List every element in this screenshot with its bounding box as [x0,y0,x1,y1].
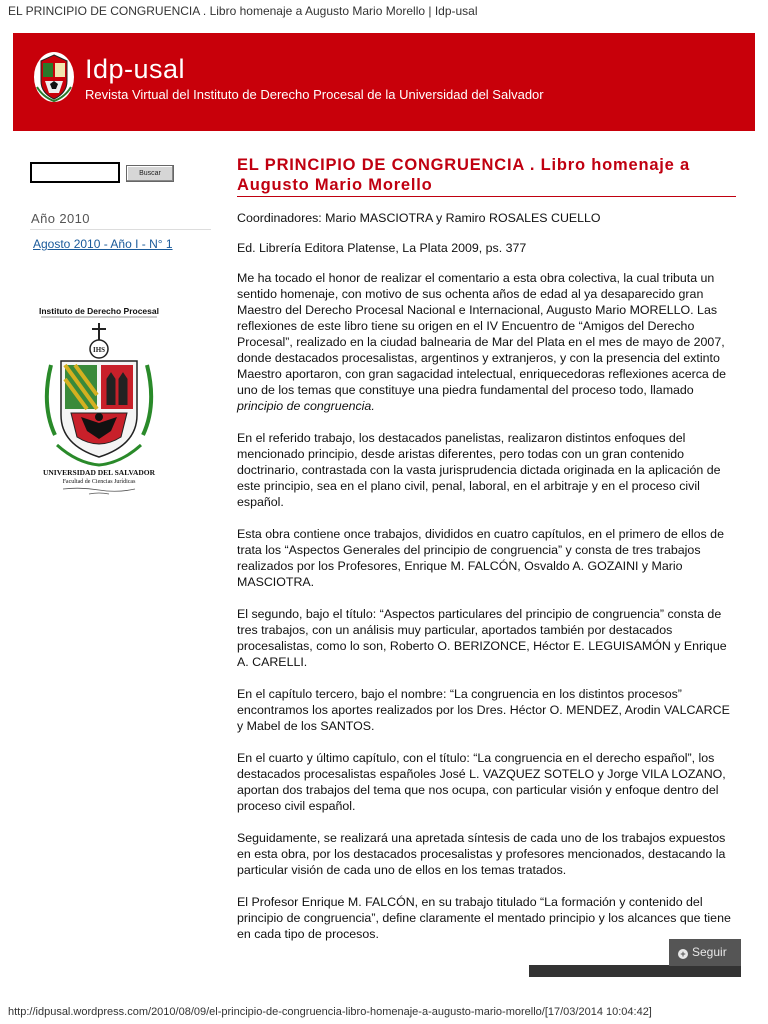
article-paragraph-text: Me ha tocado el honor de realizar el comentario a esta obra colectiva, la cual tributa un sentido homenaje, con motivo de sus ochenta años de edad al ya desaparecido gran Maestro del Derecho Procesal Nacional e Internacional, Augusto Mario MORELLO. Las reflexiones de este libro tiene su origen en el IV Encuentro de “Amigos del Derecho Procesal”, realizado en la ciudad balnearia de Mar del Plata en el mes de mayo de 2007, donde destacados procesalistas, argentinos y extranjeros, y con la presencia del extinto Maestro aportaron, con gran sagacidad intelectual, enriquecedoras reflexiones acerca de uno de los temas que constituye una piedra fundamental del proceso todo, llamado [237,271,727,397]
article-body [237,210,734,958]
archive-divider [30,229,211,230]
plus-icon: + [678,949,688,959]
article-paragraph: El Profesor Enrique M. FALCÓN, en su trabajo titulado “La formación y contenido del principio de congruencia”, define claramente el mentado principio y los alcances que tiene en cada tipo de procesos. [237,895,731,941]
search-input[interactable] [30,162,120,183]
article-paragraph: Coordinadores: Mario MASCIOTRA y Ramiro ROSALES CUELLO [237,211,601,225]
article-paragraph: Esta obra contiene once trabajos, divididos en cuatro capítulos, en el primero de ellos de trata los “Aspectos Generales del principio de congruencia” y consta de tres trabajos realizados por los Profesores, Enrique M. FALCÓN, Osvaldo A. GOZAINI y Mario MASCIOTRA. [237,527,724,589]
article-paragraph: En el referido trabajo, los destacados panelistas, realizaron distintos enfoques del mencionado principio, desde aristas diferentes, pero todas con un gran contenido doctrinario, contrastada con la vasta jurisprudencia dictada originada en la aplicación de este principio, sea en el plano civil, penal, laboral, en el arbitraje y en el proceso civil español. [237,431,721,509]
site-header [13,33,755,131]
page-url-footer: http://idpusal.wordpress.com/2010/08/09/el-principio-de-congruencia-libro-homenaje-a-augusto-mario-morello/[17/03/2014 10:04:42] [8,1006,652,1018]
site-tagline: Revista Virtual del Instituto de Derecho Procesal de la Universidad del Salvador [85,87,544,102]
university-crest-icon[interactable] [33,51,75,103]
follow-label: Seguir [692,945,727,959]
follow-bar [529,965,741,977]
browser-window-title: EL PRINCIPIO DE CONGRUENCIA . Libro homenaje a Augusto Mario Morello | Idp-usal [8,4,478,18]
logo-bottom-line1: UNIVERSIDAD DEL SALVADOR [42,468,156,477]
archive-heading: Año 2010 [31,211,90,226]
institute-crest-icon [37,305,161,497]
title-divider [237,196,736,197]
post-title[interactable]: EL PRINCIPIO DE CONGRUENCIA . Libro homenaje a Augusto Mario Morello [237,156,691,194]
article-paragraph: Ed. Librería Editora Platense, La Plata 2009, ps. 377 [237,241,527,255]
site-title[interactable]: Idp-usal [85,54,186,84]
article-paragraph: El segundo, bajo el título: “Aspectos particulares del principio de congruencia” consta de tres trabajos, con un análisis muy particular, aportados también por destacados procesalistas, como lo son, Roberto O. BERIZONCE, Héctor E. LEGUISAMÓN y Enrique A. CARELLI. [237,607,727,669]
svg-text:IHS: IHS [92,346,106,354]
article-paragraph [237,270,734,414]
logo-bottom-line2: Facultad de Ciencias Jurídicas [62,479,136,485]
archive-link-agosto-2010[interactable]: Agosto 2010 - Año I - N° 1 [33,237,173,251]
search-button[interactable]: Buscar [126,165,174,182]
article-paragraph: En el cuarto y último capítulo, con el título: “La congruencia en el derecho español”, los destacados procesalistas españoles José L. VAZQUEZ SOTELO y Jorge VILA LOZANO, aportan dos trabajos del tema que nos ocupa, con particular visión y enfoque dentro del proceso civil español. [237,751,726,813]
follow-button[interactable] [669,939,741,966]
logo-top-text: Instituto de Derecho Procesal [39,306,159,316]
article-emphasis: principio de congruencia. [237,399,375,413]
article-paragraph: Seguidamente, se realizará una apretada síntesis de cada uno de los trabajos expuestos en esta obra, por los destacados procesalistas y profesores mencionados, destacando la particular visión de cada uno de ellos en los temas tratados. [237,831,726,877]
article-paragraph: En el capítulo tercero, bajo el nombre: “La congruencia en los distintos procesos” encontramos los aportes realizados por los Dres. Héctor O. MENDEZ, Arodin VALCARCE y Mabel de los SANTOS. [237,687,730,733]
